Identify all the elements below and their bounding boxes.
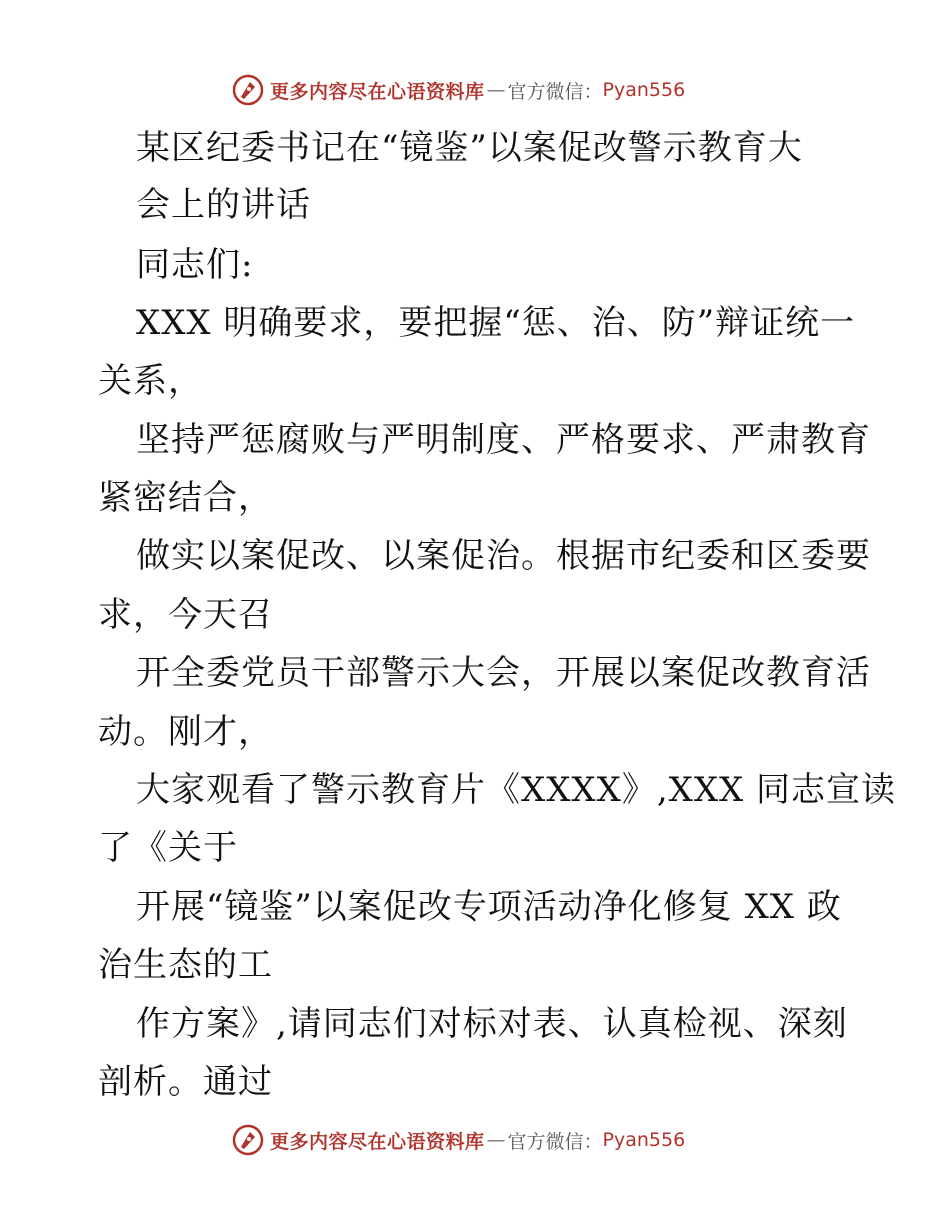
paragraph-line: 求，今天召: [98, 595, 273, 635]
paragraph-line: 动。刚才，: [98, 712, 273, 752]
pen-nib-logo-icon: [232, 1124, 264, 1156]
paragraph-line: 大家观看了警示教育片《XXXX》,XXX 同志宣读: [136, 770, 897, 810]
paragraph-line: 关系，: [98, 361, 203, 401]
salutation-line: 同志们:: [136, 245, 254, 285]
paragraph-line: 开全委党员干部警示大会，开展以案促改教育活: [136, 653, 871, 693]
paragraph-line: 开展“镜鉴”以案促改专项活动净化修复 XX 政: [136, 887, 842, 927]
paragraph-line: 剖析。通过: [98, 1062, 273, 1102]
banner-wechat-label: 官方微信：: [507, 1130, 603, 1153]
header-watermark-banner: [232, 74, 685, 106]
pen-nib-logo-icon: [232, 74, 264, 106]
paragraph-line: XXX 明确要求，要把握“惩、治、防”辩证统一: [136, 303, 856, 343]
title-line-2: 会上的讲话: [136, 185, 311, 225]
paragraph-line: 了《关于: [98, 828, 238, 868]
banner-wechat-id: Pyan556: [602, 1129, 686, 1151]
banner-dash: —: [486, 1129, 506, 1151]
banner-brand-text: 更多内容尽在心语资料库: [270, 80, 485, 103]
title-line-1: 某区纪委书记在“镜鉴”以案促改警示教育大: [136, 128, 803, 168]
paragraph-line: 紧密结合，: [98, 478, 273, 518]
paragraph-line: 作方案》,请同志们对标对表、认真检视、深刻: [136, 1004, 848, 1044]
paragraph-line: 治生态的工: [98, 945, 273, 985]
paragraph-line: 坚持严惩腐败与严明制度、严格要求、严肃教育: [136, 420, 871, 460]
banner-dash: —: [486, 79, 506, 101]
paragraph-line: 做实以案促改、以案促治。根据市纪委和区委要: [136, 536, 871, 576]
footer-watermark-banner: [232, 1124, 685, 1156]
banner-wechat-label: 官方微信：: [507, 80, 603, 103]
banner-brand-text: 更多内容尽在心语资料库: [270, 1130, 485, 1153]
banner-wechat-id: Pyan556: [602, 79, 686, 101]
